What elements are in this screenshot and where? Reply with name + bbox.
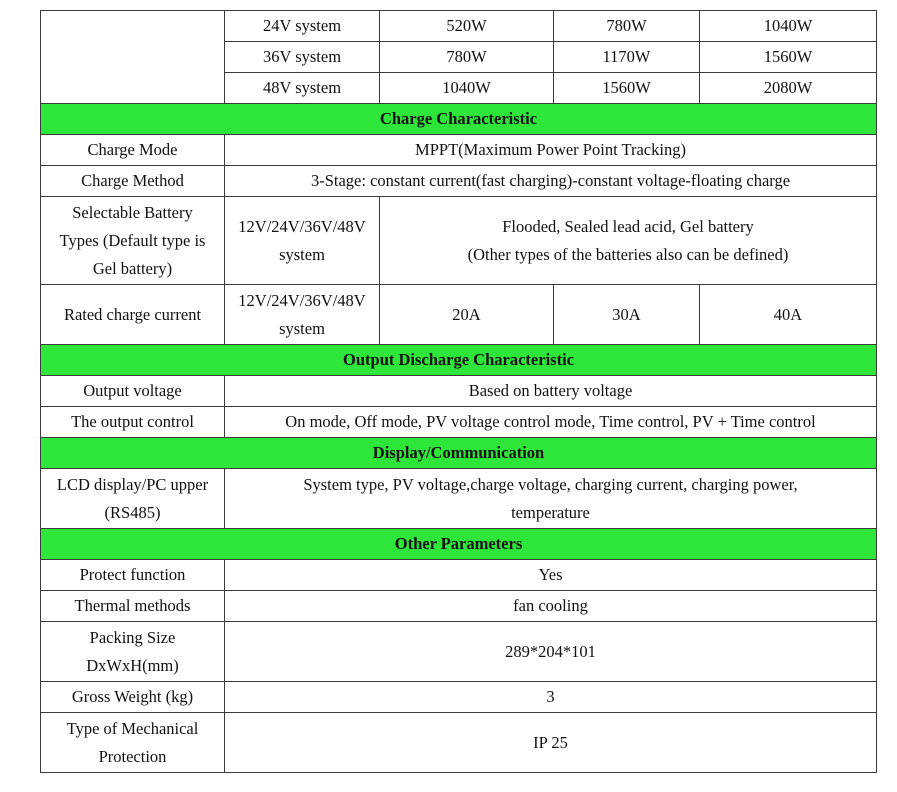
value-cell: 20A [380, 285, 554, 345]
row-value: IP 25 [225, 713, 877, 773]
row-label: Gross Weight (kg) [41, 682, 225, 713]
power-label-cell [41, 11, 225, 104]
value-cell: 780W [554, 11, 700, 42]
row-value: On mode, Off mode, PV voltage control mode, Time control, PV + Time control [225, 407, 877, 438]
row-label: Output voltage [41, 376, 225, 407]
section-header-display [41, 438, 877, 469]
row-label: Rated charge current [41, 285, 225, 345]
row-rated-current [41, 285, 877, 345]
row-value: Flooded, Sealed lead acid, Gel battery (Other types of the batteries also can be defined) [380, 197, 877, 285]
row-label: The output control [41, 407, 225, 438]
row-charge-method [41, 166, 877, 197]
row-label: Selectable Battery Types (Default type is Gel battery) [41, 197, 225, 285]
row-label: Charge Mode [41, 135, 225, 166]
section-header-charge [41, 104, 877, 135]
spec-table [40, 10, 877, 773]
power-row-24v [41, 11, 877, 42]
row-protect-function [41, 560, 877, 591]
section-header-other [41, 529, 877, 560]
row-label: LCD display/PC upper (RS485) [41, 469, 225, 529]
row-value: 3-Stage: constant current(fast charging)-constant voltage-floating charge [225, 166, 877, 197]
row-value: Based on battery voltage [225, 376, 877, 407]
row-packing-size [41, 622, 877, 682]
value-cell: 1560W [554, 73, 700, 104]
row-lcd-display [41, 469, 877, 529]
row-label: Thermal methods [41, 591, 225, 622]
section-title: Output Discharge Characteristic [41, 345, 877, 376]
value-cell: 1040W [700, 11, 877, 42]
value-cell: 1040W [380, 73, 554, 104]
value-cell: 30A [554, 285, 700, 345]
value-cell: 780W [380, 42, 554, 73]
system-cell: 12V/24V/36V/48V system [225, 197, 380, 285]
row-mechanical-protection [41, 713, 877, 773]
value-cell: 2080W [700, 73, 877, 104]
section-title: Display/Communication [41, 438, 877, 469]
value-cell: 1560W [700, 42, 877, 73]
row-battery-types [41, 197, 877, 285]
row-label: Packing Size DxWxH(mm) [41, 622, 225, 682]
value-cell: 520W [380, 11, 554, 42]
row-value: MPPT(Maximum Power Point Tracking) [225, 135, 877, 166]
row-value: System type, PV voltage,charge voltage, charging current, charging power, temperature [225, 469, 877, 529]
system-cell: 12V/24V/36V/48V system [225, 285, 380, 345]
row-value: 289*204*101 [225, 622, 877, 682]
section-header-output [41, 345, 877, 376]
row-output-control [41, 407, 877, 438]
row-charge-mode [41, 135, 877, 166]
row-value: 3 [225, 682, 877, 713]
row-value: fan cooling [225, 591, 877, 622]
row-thermal-methods [41, 591, 877, 622]
value-cell: 1170W [554, 42, 700, 73]
row-label: Type of Mechanical Protection [41, 713, 225, 773]
row-label: Charge Method [41, 166, 225, 197]
system-cell: 48V system [225, 73, 380, 104]
value-cell: 40A [700, 285, 877, 345]
row-label: Protect function [41, 560, 225, 591]
section-title: Charge Characteristic [41, 104, 877, 135]
row-value: Yes [225, 560, 877, 591]
system-cell: 24V system [225, 11, 380, 42]
section-title: Other Parameters [41, 529, 877, 560]
row-output-voltage [41, 376, 877, 407]
row-gross-weight [41, 682, 877, 713]
system-cell: 36V system [225, 42, 380, 73]
